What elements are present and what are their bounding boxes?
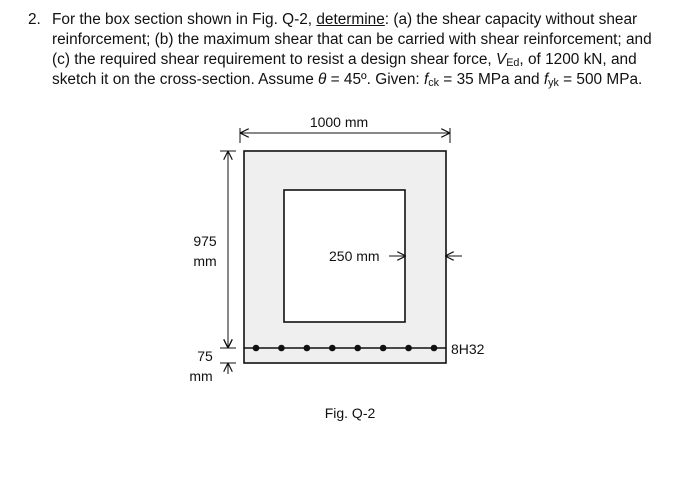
rebar-dot: [380, 345, 387, 352]
text-run: = 45º. Given:: [326, 71, 424, 88]
rebar-dot: [253, 345, 260, 352]
text-run: sketch it on the cross-section. Assume: [52, 71, 319, 88]
symbol-theta: θ: [318, 71, 327, 88]
text-run: , of 1200 kN, and: [519, 51, 637, 68]
cover-label-unit: mm: [189, 368, 213, 384]
cover-label-value: 75: [197, 348, 213, 364]
symbol-f: f: [423, 71, 429, 88]
wall-thickness-label: 250 mm: [329, 248, 380, 264]
subscript-ck: ck: [428, 77, 440, 89]
rebar-dot: [304, 345, 311, 352]
determine-underlined: determine: [316, 11, 385, 28]
rebar-dot: [278, 345, 285, 352]
height-label-value: 975: [193, 233, 217, 249]
symbol-v: V: [495, 51, 507, 68]
subscript-yk: yk: [548, 77, 559, 89]
height-label-unit: mm: [193, 253, 217, 269]
subscript-ed: Ed: [506, 57, 520, 69]
text-run: : (a) the shear capacity without shear: [384, 11, 638, 28]
width-label: 1000 mm: [309, 114, 369, 130]
text-run: (c) the required shear requirement to resist a design shear force,: [52, 51, 496, 68]
rebar-dot: [405, 345, 412, 352]
figure-caption: Fig. Q-2: [324, 405, 376, 421]
rebar-label: 8H32: [451, 341, 485, 357]
rebar-dot: [329, 345, 336, 352]
rebar-dot: [431, 345, 438, 352]
question-number: 2.: [28, 11, 41, 28]
text-run: = 500 MPa.: [558, 71, 643, 88]
rebar-dot: [354, 345, 361, 352]
text-run: = 35 MPa and: [439, 71, 544, 88]
text-run: For the box section shown in Fig. Q-2,: [52, 11, 317, 28]
question-line-2: reinforcement; (b) the maximum shear that can be carried with shear reinforcement; and: [52, 31, 652, 48]
symbol-f: f: [543, 71, 549, 88]
